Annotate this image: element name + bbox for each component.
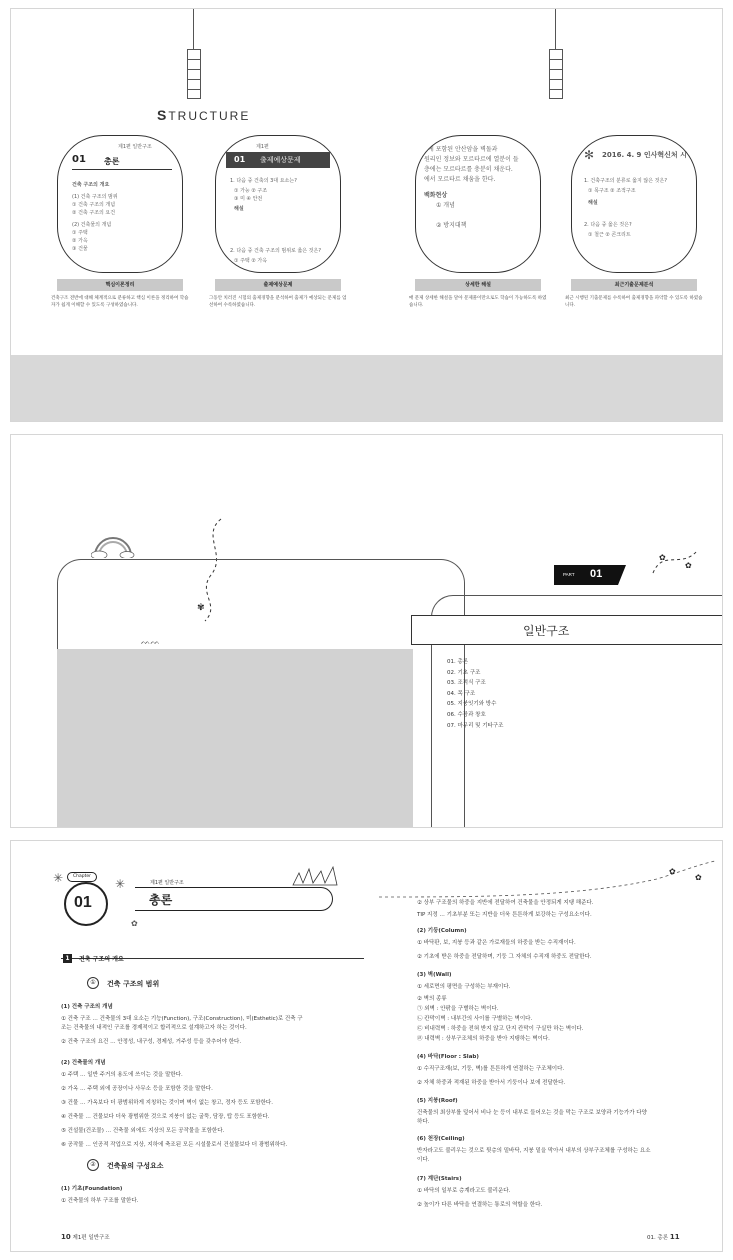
toc-item[interactable]: 06. 수장과 창호 [447, 711, 486, 718]
caption-core-theory: 핵심이론정리 [57, 279, 183, 291]
description-detailed-explanation: 매 문제 상세한 해설을 달아 문제풀이만으로도 학습이 가능하도록 하였습니다. [409, 296, 547, 308]
text-line: ㉢ 비내력벽 : 하중을 전혀 받지 않고 단지 칸막이 구실만 하는 벽이다. [417, 1026, 584, 1032]
text-line: ① 바닥의 일부로 층계라고도 불리운다. [417, 1188, 511, 1194]
footer-right: 01. 총론 11 [647, 1233, 680, 1241]
chapter-circle: 01 [64, 882, 108, 926]
text-line: ② 자체 하중과 적재된 하중을 받아서 기둥이나 보에 전달한다. [417, 1080, 566, 1086]
chapter-tag: Chapter [67, 872, 97, 882]
sparkle-icon: ✳ [53, 871, 64, 885]
caption-expected-questions: 출제예상문제 [215, 279, 341, 291]
text-line: ② 상부 구조물의 하중을 지반에 전달하여 건축물을 안정되게 지탱 해준다. [417, 900, 594, 906]
text-line: ① 바닥판, 보, 지붕 등과 같은 가로재들의 하중을 받는 수직재이다. [417, 940, 576, 946]
text-line: (3) 벽(Wall) [417, 972, 452, 978]
text-line: ② 높이가 다른 바닥을 연결하는 통로의 역할을 한다. [417, 1202, 543, 1208]
text-line: 하다. [417, 1119, 430, 1125]
text-line: ㉠ 외벽 : 안팎을 구별하는 벽이다. [417, 1006, 499, 1012]
text-line: ② 건축 구조의 요건 … 안정성, 내구성, 경제성, 거주성 등을 갖추어야 한다. [61, 1039, 242, 1045]
text-line: ① 건축 구조 … 건축물의 3대 요소는 기능(Function), 구조(Construction), 미(Esthetic)로 건축 구 [61, 1016, 303, 1022]
description-core-theory: 건축구조 전반에 대해 체계적으로 분류하고 핵심 이론을 정리하여 학습자가 쉽게 이해할 수 있도록 구성하였습니다. [51, 296, 189, 308]
text-line: (1) 건축 구조의 개념 [61, 1004, 113, 1010]
preview-recent-exams: ✻ 2016. 4. 9 인사혁신처 시행 1. 건축구조의 분류로 옳지 않은 것은? ① 목구조 ② 조적구조 해설 2. 다음 중 옳은 것은? ① 철근 ② 콘크리트 [571, 135, 697, 273]
text-line: 반자라고도 불리우는 것으로 뒷층의 밑바닥, 지붕 밑을 막아서 내부의 상부구조체를 구성하는 요소 [417, 1148, 651, 1154]
part-title-box [411, 615, 723, 645]
section-title: 건축 구조의 개요 [79, 956, 124, 963]
caption-recent-exams: 최근기출문제분석 [571, 279, 697, 291]
text-line: ② 기초에 받은 하중을 전달하며, 기둥 그 자체의 수직재 하중도 전달한다. [417, 954, 592, 960]
text-line: ⑤ 건설물(건조물) … 건축물 외에도 지상의 모든 공작물을 포함한다. [61, 1128, 225, 1134]
grass-decoration [291, 861, 341, 887]
gray-block [57, 649, 413, 828]
text-line: ② 벽의 종류 [417, 996, 447, 1002]
subsection-number: ① [87, 977, 99, 989]
text-line: 건축물의 최상부를 덮어서 비나 눈 등이 내부로 들어오는 것을 막는 구조로 보양과 기능가가 다양 [417, 1110, 647, 1116]
text-line: 이다. [417, 1157, 430, 1163]
description-expected-questions: 그동안 치러진 시험의 출제경향을 분석하여 출제가 예상되는 문제를 엄선하여 수록하였습니다. [209, 296, 347, 308]
flower-icon: ✿ [131, 919, 138, 928]
subsection-title: 건축 구조의 범위 [107, 980, 160, 988]
part-badge: PART 01 [554, 565, 618, 585]
chapter-spread [10, 840, 723, 1252]
text-line: ① 수직구조재(보, 기둥, 벽)를 튼튼하게 연결하는 구조체이다. [417, 1066, 565, 1072]
preview-expected-questions: 01 출제예상문제 제1편 1. 다음 중 건축의 3대 요소는? ① 가능 ② 구조 ③ 미 ④ 안전 해설 2. 다음 중 건축 구조의 범위로 옳은 것은? ① 주택 ② 가옥 [215, 135, 341, 273]
bee-icon: ✿ [685, 561, 692, 570]
description-recent-exams: 최근 시행된 기출문제를 수록하여 출제경향을 파악할 수 있도록 하였습니다. [565, 296, 703, 308]
text-line: (6) 천장(Ceiling) [417, 1136, 465, 1142]
bee-icon: ✿ [659, 553, 666, 562]
toc-item[interactable]: 07. 마무리 및 기타구조 [447, 722, 504, 729]
text-line: (5) 지붕(Roof) [417, 1098, 458, 1104]
sun-icon: ✻ [584, 148, 595, 162]
caption-detailed-explanation: 상세한 해설 [415, 279, 541, 291]
dashed-curve-decoration [377, 859, 717, 899]
text-line: ③ 건물 … 가옥보다 더 광범위하게 지칭하는 것이며 벽이 없는 창고, 정자 등도 포함한다. [61, 1100, 273, 1106]
text-line: (2) 기둥(Column) [417, 928, 467, 934]
toc-item[interactable]: 04. 목 구조 [447, 690, 476, 697]
text-line: ① 세로면의 평면을 구성하는 부재이다. [417, 984, 511, 990]
text-line: ㉡ 칸막이벽 : 내부간의 사이를 구별하는 벽이다. [417, 1016, 533, 1022]
preview-detailed-explanation: 에 포함된 안산암을 벽돌과 원리인 정보와 모르타르에 열분이 들 층에는 모르타르를 충분히 채운다. 에서 모르타르 채움을 한다. 백화현상 ① 개념 ② 방지대책 [415, 135, 541, 273]
part-title: 일반구조 [523, 624, 570, 638]
butterfly-icon: ✾ [197, 603, 205, 613]
section-number: 1 [63, 954, 72, 963]
rainbow-icon [91, 528, 135, 558]
subsection-title: 건축물의 구성요소 [107, 1162, 164, 1170]
toc-item[interactable]: 02. 기초 구조 [447, 669, 481, 676]
text-line: ④ 건축물 … 건물보다 더욱 광범위한 것으로 지붕이 없는 굴뚝, 담장, 탑 등도 포함한다. [61, 1114, 270, 1120]
footer-left: 10 제1편 일반구조 [61, 1233, 110, 1241]
chapter-title: 총론 [149, 893, 173, 907]
text-line: 조는 건축물의 내적인 구조를 경제적이고 합리적으로 설계하고자 하는 것이다. [61, 1025, 247, 1031]
bee-icon: ✿ [669, 867, 676, 876]
tip-line: TIP 지정 … 기초부분 또는 지반을 더욱 튼튼하게 보강하는 구성요소이다. [417, 912, 592, 918]
toc-item[interactable]: 05. 지붕잇기와 방수 [447, 701, 497, 708]
part-toc [447, 657, 504, 731]
text-line: (1) 기초(Foundation) [61, 1186, 123, 1192]
toc-item[interactable]: 01. 총론 [447, 659, 469, 665]
text-line: ② 가옥 … 주택 외에 공장이나 사무소 등을 포함한 것을 말한다. [61, 1086, 213, 1092]
text-line: (4) 바닥(Floor : Slab) [417, 1054, 479, 1060]
text-line: ⑥ 공작물 … 인공적 작업으로 지상, 지하에 축조된 모든 시설물로서 건설물보다 더 광범위하다. [61, 1142, 288, 1148]
grass-icon: ᨓᨓ [141, 637, 161, 646]
preview-core-theory: 제1편 일반구조 01 총론 건축 구조의 개요 (1) 건축 구조의 범위 ① 건축 구조의 개념 ② 건축 구조의 요건 (2) 건축물의 개념 ① 주택 ② 가옥 ③ 건물 [57, 135, 183, 273]
chapter-label: 제1편 일반구조 [150, 880, 184, 886]
text-line: (7) 계단(Stairs) [417, 1176, 462, 1182]
text-line: ㉣ 내력벽 : 상부구조체의 하중을 받아 지탱하는 벽이다. [417, 1036, 550, 1042]
toc-item[interactable]: 03. 조적식 구조 [447, 680, 486, 687]
text-line: ① 건축물의 하부 구조를 말한다. [61, 1198, 139, 1204]
subsection-number: ② [87, 1159, 99, 1171]
structure-title: STRUCTURE [157, 107, 251, 123]
text-line: (2) 건축물의 개념 [61, 1060, 106, 1066]
text-line: ① 주택 … 일반 주거의 용도에 쓰이는 것을 말한다. [61, 1072, 183, 1078]
structure-spread [10, 8, 723, 422]
gray-band [11, 355, 722, 421]
bee-icon: ✿ [695, 873, 702, 882]
part-opener-spread [10, 434, 723, 828]
sparkle-icon: ✳ [115, 877, 126, 891]
